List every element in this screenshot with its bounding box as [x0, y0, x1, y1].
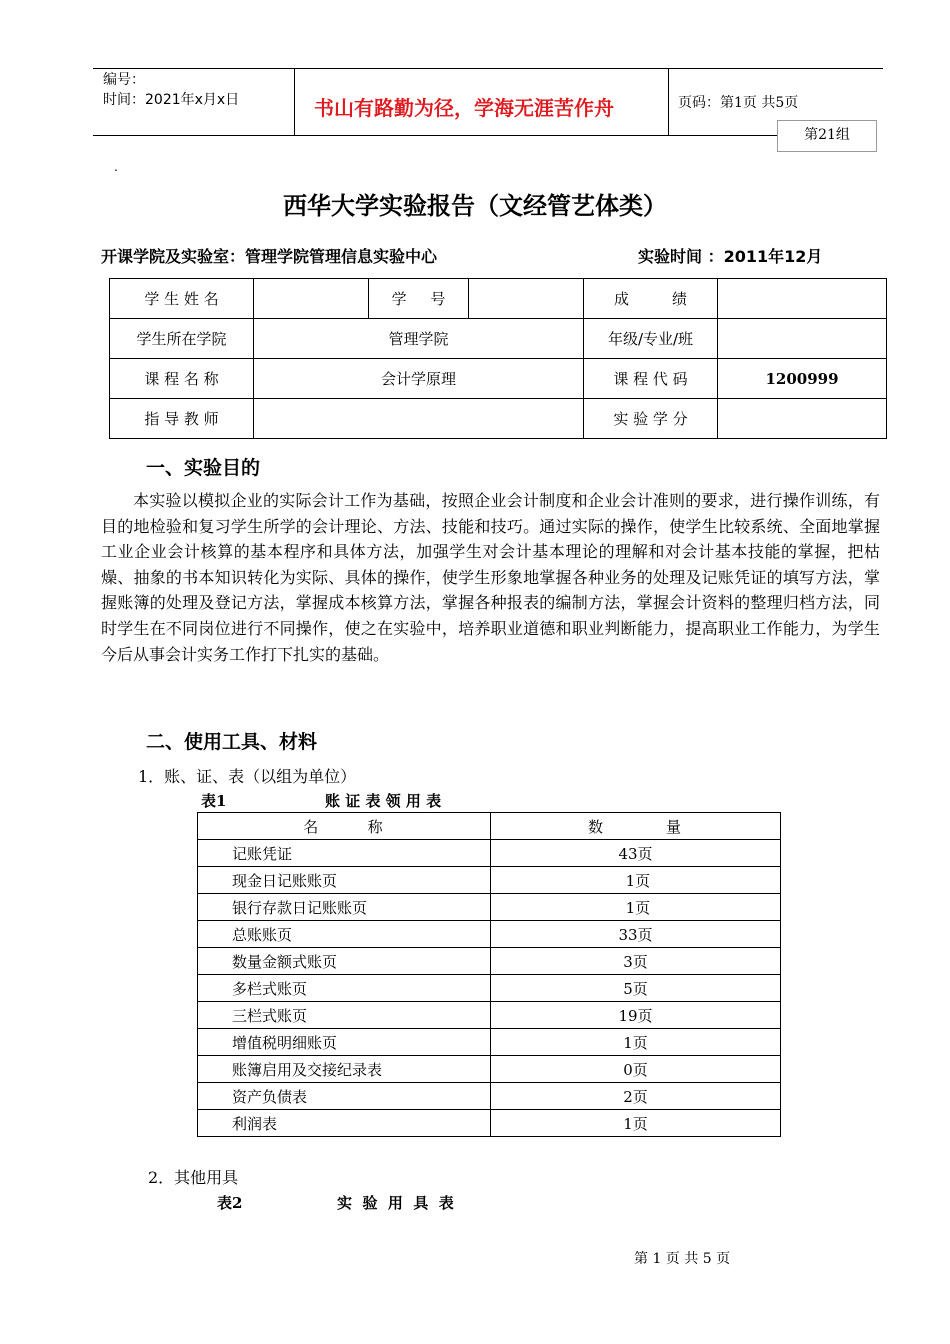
header-page-info: 页码：第1页 共5页 — [678, 95, 799, 111]
accounts-table — [197, 812, 781, 1137]
header-bottom-rule — [93, 135, 777, 136]
header-motto: 书山有路勤为径，学海无涯苦作舟 — [314, 96, 614, 120]
row-qty: 1页 — [491, 1110, 781, 1137]
row-qty: 19页 — [491, 1002, 781, 1029]
col-header-name: 名 称 — [198, 813, 491, 840]
score-value — [718, 279, 887, 319]
college-value: 管理学院 — [254, 319, 584, 359]
row-name: 现金日记账账页 — [198, 867, 491, 894]
table-row — [198, 921, 781, 948]
row-name: 记账凭证 — [198, 840, 491, 867]
row-name: 银行存款日记账账页 — [198, 894, 491, 921]
item1-label: 1．账、证、表（以组为单位） — [138, 767, 357, 786]
table-row — [198, 948, 781, 975]
credit-value — [718, 399, 887, 439]
student-name-value — [254, 279, 369, 319]
table1-title: 账 证 表 领 用 表 — [325, 792, 442, 810]
table1-number: 表1 — [201, 792, 227, 810]
experiment-time: 实验时间 ：2011年12月 — [638, 247, 823, 266]
student-id-label: 学 号 — [369, 279, 469, 319]
row-name: 数量金额式账页 — [198, 948, 491, 975]
header-divider-right — [668, 68, 669, 135]
section1-paragraph: 本实验以模拟企业的实际会计工作为基础，按照企业会计制度和企业会计准则的要求，进行操作训练，有目的地检验和复习学生所学的会计理论、方法、技能和技巧。通过实际的操作，使学生比较系统、全面地掌握工业企业会计核算的基本程序和具体方法，加强学生对会计基本理论的理解和对会计基本技能的掌握，把枯燥、抽象的书本知识转化为实际、具体的操作，使学生形象地掌握各种业务的处理及记账凭证的填写方法，掌握账簿的处理及登记方法，掌握成本核算方法，掌握各种报表的编制方法，掌握会计资料的整理归档方法，同时学生在不同岗位进行不同操作，使之在实验中，培养职业道德和职业判断能力，提高职业工作能力，为学生今后从事会计实务工作打下扎实的基础。 — [101, 491, 880, 664]
table-row — [198, 975, 781, 1002]
row-name: 资产负债表 — [198, 1083, 491, 1110]
row-qty: 3页 — [491, 948, 781, 975]
row-qty: 5页 — [491, 975, 781, 1002]
table-row — [198, 894, 781, 921]
teacher-value — [254, 399, 584, 439]
table-row — [198, 1083, 781, 1110]
table-row — [198, 867, 781, 894]
table-row — [198, 1056, 781, 1083]
col-header-qty: 数 量 — [491, 813, 781, 840]
row-name: 利润表 — [198, 1110, 491, 1137]
student-name-label: 学 生 姓 名 — [110, 279, 254, 319]
table-row — [198, 1110, 781, 1137]
grade-label: 年级/专业/班 — [584, 319, 718, 359]
row-qty: 1页 — [491, 894, 781, 921]
row-name: 账簿启用及交接纪录表 — [198, 1056, 491, 1083]
row-name: 总账账页 — [198, 921, 491, 948]
course-code-value: 1200999 — [718, 359, 887, 399]
score-label: 成 绩 — [584, 279, 718, 319]
table-row — [198, 1002, 781, 1029]
college-lab-line: 开课学院及实验室：管理学院管理信息实验中心 — [101, 247, 438, 266]
header-divider-left — [294, 68, 295, 135]
row-qty: 33页 — [491, 921, 781, 948]
report-title: 西华大学实验报告（文经管艺体类） — [283, 192, 667, 220]
credit-label: 实 验 学 分 — [584, 399, 718, 439]
student-info-table — [109, 278, 887, 439]
row-qty: 0页 — [491, 1056, 781, 1083]
row-name: 多栏式账页 — [198, 975, 491, 1002]
teacher-label: 指 导 教 师 — [110, 399, 254, 439]
table2-number: 表2 — [217, 1194, 243, 1212]
course-name-label: 课 程 名 称 — [110, 359, 254, 399]
section1-heading: 一、实验目的 — [146, 457, 261, 479]
header-time-label: 时间：2021年x月x日 — [103, 92, 240, 108]
header-top-rule — [93, 68, 883, 69]
item2-label: 2．其他用具 — [148, 1168, 239, 1187]
row-qty: 1页 — [491, 867, 781, 894]
row-name: 三栏式账页 — [198, 1002, 491, 1029]
group-label: 第21组 — [804, 127, 850, 143]
page-footer: 第 1 页 共 5 页 — [634, 1251, 731, 1267]
stray-dot: . — [114, 160, 118, 174]
grade-value — [718, 319, 887, 359]
group-label-box — [777, 120, 877, 152]
section2-heading: 二、使用工具、材料 — [146, 731, 318, 753]
row-qty: 1页 — [491, 1029, 781, 1056]
student-id-value — [469, 279, 584, 319]
row-name: 增值税明细账页 — [198, 1029, 491, 1056]
table-row — [198, 840, 781, 867]
header-number-label: 编号： — [103, 72, 145, 88]
row-qty: 2页 — [491, 1083, 781, 1110]
course-name-value: 会计学原理 — [254, 359, 584, 399]
college-label: 学生所在学院 — [110, 319, 254, 359]
table2-title: 实 验 用 具 表 — [337, 1194, 454, 1212]
course-code-label: 课 程 代 码 — [584, 359, 718, 399]
table-row — [198, 1029, 781, 1056]
row-qty: 43页 — [491, 840, 781, 867]
